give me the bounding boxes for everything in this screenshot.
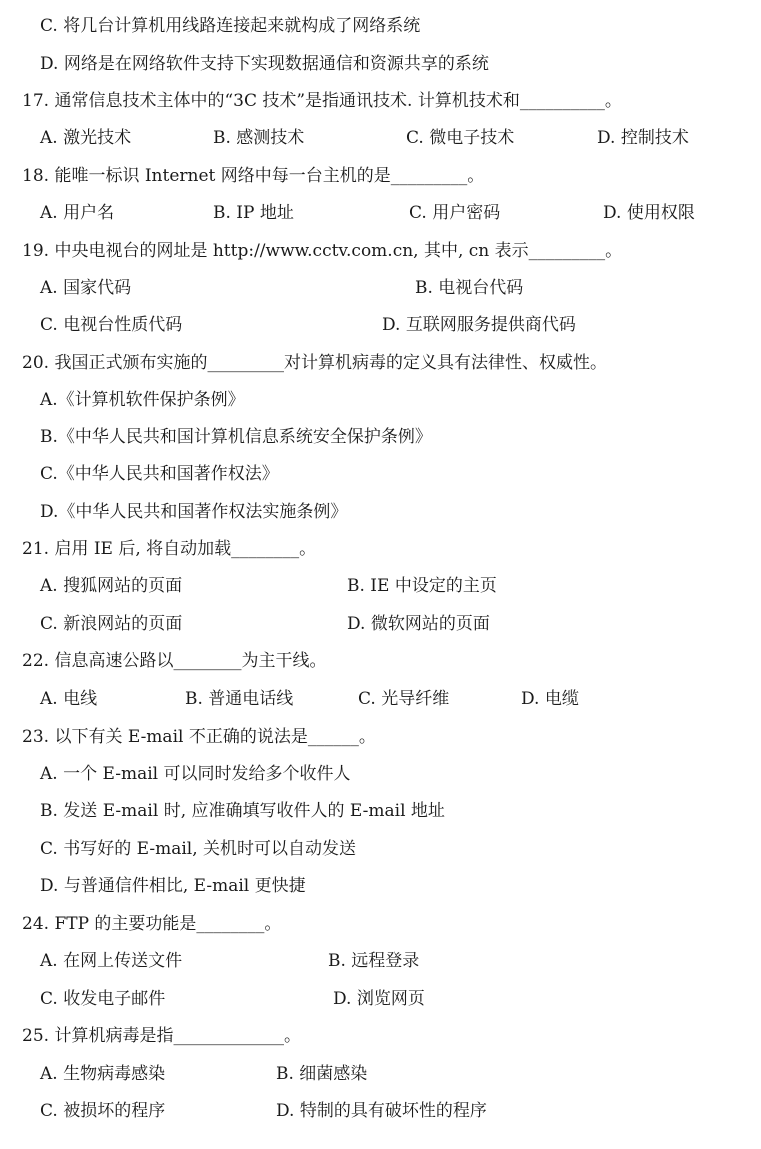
question-17 (22, 88, 622, 114)
options-row (40, 686, 740, 712)
question-18 (22, 163, 484, 189)
question-text: 22. 信息高速公路以________为主干线。 (22, 651, 327, 671)
question-20 (22, 350, 607, 376)
option-b: B. IE 中设定的主页 (347, 576, 497, 596)
option-b: B. 感测技术 (213, 128, 305, 148)
question-text: 21. 启用 IE 后, 将自动加载________。 (22, 539, 317, 559)
option-d: D. 微软网站的页面 (347, 614, 490, 634)
option-c: C. 光导纤维 (358, 689, 450, 709)
option-text: D.《中华人民共和国著作权法实施条例》 (40, 502, 348, 522)
option-line (40, 424, 432, 450)
options-row (40, 1061, 740, 1087)
option-a: A. 生物病毒感染 (40, 1064, 166, 1084)
option-text: A. 一个 E-mail 可以同时发给多个收件人 (40, 764, 351, 784)
options-row (40, 573, 740, 599)
option-line (40, 461, 279, 487)
option-line (40, 387, 245, 413)
options-row (40, 312, 740, 338)
options-row (40, 275, 740, 301)
option-d: D. 控制技术 (597, 128, 689, 148)
question-19 (22, 238, 622, 264)
options-row (40, 125, 740, 151)
option-b: B. IP 地址 (213, 203, 294, 223)
option-b: B. 细菌感染 (276, 1064, 368, 1084)
option-text: C. 书写好的 E-mail, 关机时可以自动发送 (40, 839, 357, 859)
option-b: B. 电视台代码 (415, 278, 524, 298)
option-b: B. 普通电话线 (185, 689, 294, 709)
option-line (40, 51, 489, 77)
question-text: 18. 能唯一标识 Internet 网络中每一台主机的是_________。 (22, 166, 485, 186)
option-c: C. 微电子技术 (406, 128, 515, 148)
options-row (40, 986, 740, 1012)
question-text: 19. 中央电视台的网址是 http://www.cctv.com.cn, 其中, cn 表示_________。 (22, 241, 623, 261)
option-text: A.《计算机软件保护条例》 (40, 390, 245, 410)
question-23 (22, 724, 376, 750)
options-row (40, 611, 740, 637)
options-row (40, 1098, 740, 1124)
option-c: C. 用户密码 (409, 203, 501, 223)
question-text: 24. FTP 的主要功能是________。 (22, 914, 282, 934)
option-line (40, 13, 420, 39)
option-d: D. 特制的具有破坏性的程序 (276, 1101, 487, 1121)
option-b: B. 远程登录 (328, 951, 420, 971)
option-a: A. 搜狐网站的页面 (40, 576, 183, 596)
option-text: B. 发送 E-mail 时, 应准确填写收件人的 E-mail 地址 (40, 801, 445, 821)
option-a: A. 在网上传送文件 (40, 951, 183, 971)
option-text: C.《中华人民共和国著作权法》 (40, 464, 279, 484)
option-d: D. 使用权限 (603, 203, 695, 223)
options-row (40, 200, 740, 226)
question-text: 17. 通常信息技术主体中的“3C 技术”是指通讯技术. 计算机技术和__________。 (22, 91, 622, 111)
option-c: C. 电视台性质代码 (40, 315, 183, 335)
option-line (40, 798, 445, 824)
question-text: 23. 以下有关 E-mail 不正确的说法是______。 (22, 727, 376, 747)
option-text: C. 将几台计算机用线路连接起来就构成了网络系统 (40, 16, 421, 36)
option-d: D. 浏览网页 (333, 989, 425, 1009)
option-a: A. 国家代码 (40, 278, 132, 298)
option-d: D. 互联网服务提供商代码 (382, 315, 576, 335)
question-25 (22, 1023, 301, 1049)
question-text: 20. 我国正式颁布实施的_________对计算机病毒的定义具有法律性、权威性。 (22, 353, 607, 373)
option-d: D. 电缆 (521, 689, 579, 709)
option-line (40, 873, 306, 899)
options-row (40, 948, 740, 974)
option-a: A. 电线 (40, 689, 98, 709)
option-line (40, 499, 347, 525)
option-c: C. 收发电子邮件 (40, 989, 166, 1009)
question-22 (22, 648, 326, 674)
question-text: 25. 计算机病毒是指_____________。 (22, 1026, 301, 1046)
option-c: C. 被损坏的程序 (40, 1101, 166, 1121)
option-a: A. 激光技术 (40, 128, 132, 148)
option-a: A. 用户名 (40, 203, 115, 223)
option-text: D. 与普通信件相比, E-mail 更快捷 (40, 876, 306, 896)
option-c: C. 新浪网站的页面 (40, 614, 183, 634)
question-21 (22, 536, 316, 562)
option-line (40, 836, 356, 862)
option-text: D. 网络是在网络软件支持下实现数据通信和资源共享的系统 (40, 54, 489, 74)
option-line (40, 761, 351, 787)
option-text: B.《中华人民共和国计算机信息系统安全保护条例》 (40, 427, 432, 447)
question-24 (22, 911, 281, 937)
